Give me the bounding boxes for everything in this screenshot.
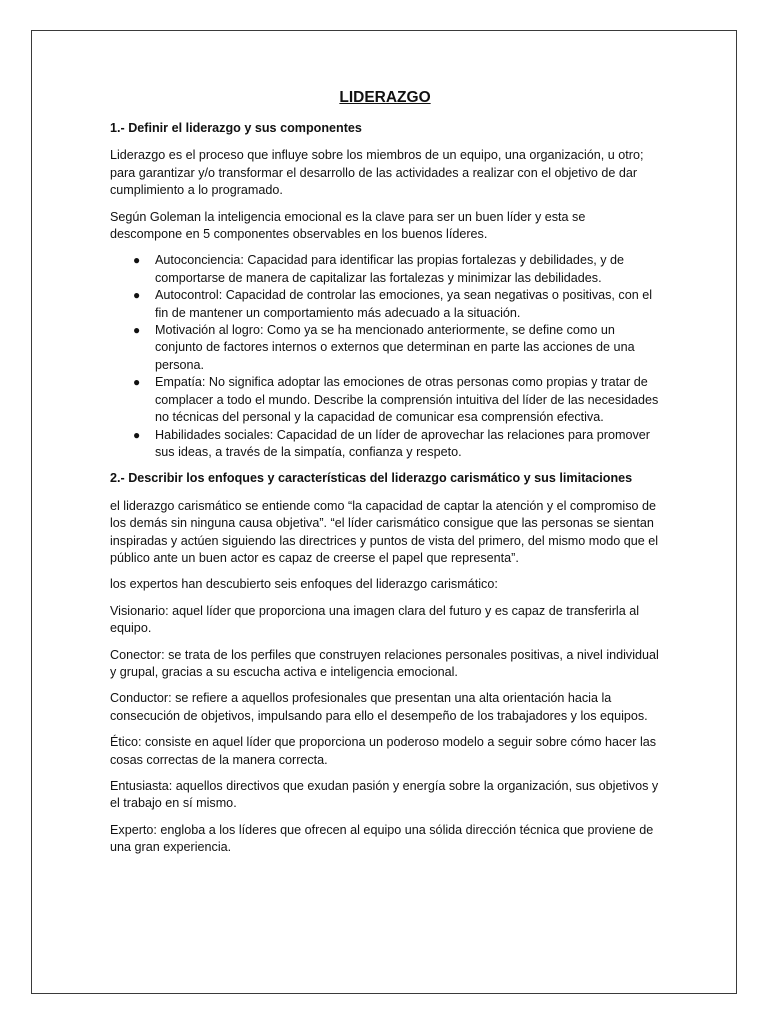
paragraph: los expertos han descubierto seis enfoques del liderazgo carismático:: [110, 577, 498, 592]
bullet-icon: ●: [133, 323, 141, 338]
list-item-text: Habilidades sociales: Capacidad de un líder de aprovechar las relaciones para promover sus ideas, a través de la simpatía, confianza y respeto.: [155, 427, 650, 459]
paragraph: Visionario: aquel líder que proporciona una imagen clara del futuro y es capaz de transferirla al equipo.: [110, 603, 640, 636]
paragraph: el liderazgo carismático se entiende como “la capacidad de captar la atención y el compromiso de los demás sin ninguna causa objetiva”. “el líder carismático consigue que las personas se sientan inspiradas y actúen siguiendo las directrices y puntos de vista del primero, del mismo modo que el público ante un buen actor es capaz de creerse el papel que representa”.: [110, 498, 659, 565]
list-item: [133, 427, 660, 462]
list-item: [133, 252, 660, 287]
paragraph: Entusiasta: aquellos directivos que exudan pasión y energía sobre la organización, sus objetivos y el trabajo en sí mismo.: [110, 779, 659, 811]
paragraph: Según Goleman la inteligencia emocional es la clave para ser un buen líder y esta se descompone en 5 componentes observables en los buenos líderes.: [110, 209, 586, 242]
paragraph: Experto: engloba a los líderes que ofrecen al equipo una sólida dirección técnica que proviene de una gran experiencia.: [110, 822, 654, 855]
paragraph: Conductor: se refiere a aquellos profesionales que presentan una alta orientación hacia la consecución de objetivos, impulsando para ello el desempeño de los trabajadores y los equipos.: [110, 691, 648, 723]
bullet-icon: ●: [133, 253, 141, 268]
section-2-heading: 2.- Describir los enfoques y características del liderazgo carismático y sus limitaciones: [110, 471, 633, 486]
document-title: LIDERAZGO: [339, 89, 431, 106]
paragraph: Liderazgo es el proceso que influye sobre los miembros de un equipo, una organización, u otro; para garantizar y/o transformar el desarrollo de las actividades a realizar con el objetivo de dar cumplimiento a lo programado.: [110, 148, 644, 198]
list-item-text: Autocontrol: Capacidad de controlar las emociones, ya sean negativas o positivas, con el fin de mantener un comportamiento más adecuado a la situación.: [155, 288, 653, 320]
paragraph: Conector: se trata de los perfiles que construyen relaciones personales positivas, a nivel individual y grupal, gracias a su escucha activa e inteligencia emocional.: [110, 647, 659, 679]
section-1-heading: 1.- Definir el liderazgo y sus componentes: [110, 121, 362, 135]
paragraph: Ético: consiste en aquel líder que proporciona un poderoso modelo a seguir sobre cómo hacer las cosas correctas de la manera correcta.: [110, 735, 657, 767]
bullet-icon: ●: [133, 288, 141, 303]
list-item-text: Autoconciencia: Capacidad para identificar las propias fortalezas y debilidades, y de comportarse de manera de capitalizar las fortalezas y minimizar las debilidades.: [155, 253, 625, 285]
bullet-icon: ●: [133, 427, 141, 442]
document-body: [110, 88, 660, 866]
list-item: [133, 322, 660, 374]
list-item-text: Motivación al logro: Como ya se ha mencionado anteriormente, se define como un conjunto de factores internos o externos que determinan en parte las acciones de una persona.: [155, 323, 635, 372]
list-item: [133, 374, 660, 426]
components-list: [110, 252, 660, 461]
bullet-icon: ●: [133, 375, 141, 390]
list-item: [133, 287, 660, 322]
list-item-text: Empatía: No significa adoptar las emociones de otras personas como propias y tratar de complacer a todo el mundo. Describe la comprensión intuitiva del líder de las necesidades no técnicas del personal y la capacidad de comunicar esa comprensión efectiva.: [155, 375, 659, 425]
